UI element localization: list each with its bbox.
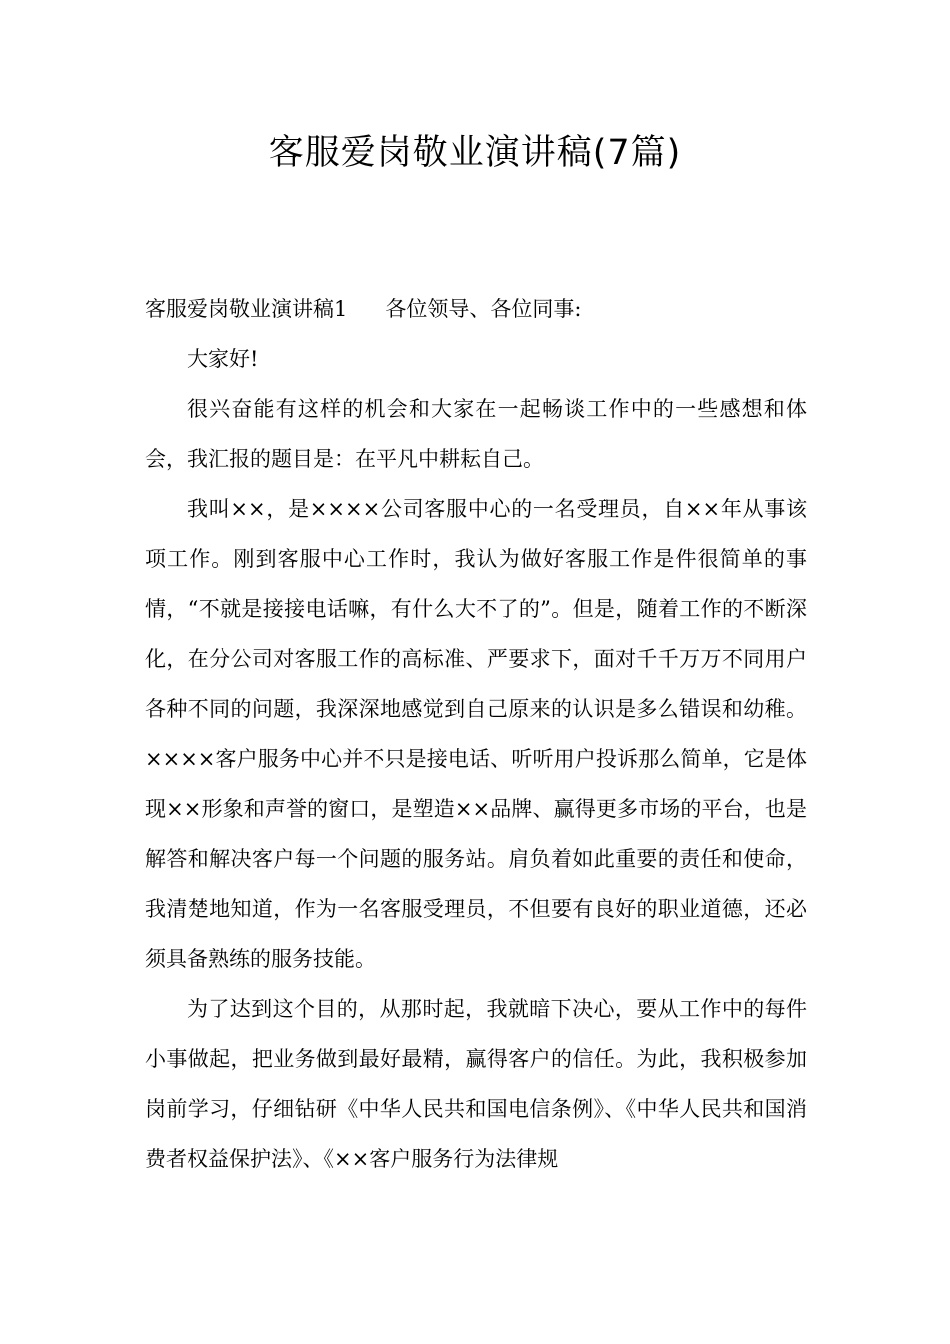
paragraph-intro: 很兴奋能有这样的机会和大家在一起畅谈工作中的一些感想和体会，我汇报的题目是：在平凡中耕耘自己。 (145, 397, 807, 471)
section-heading: 客服爱岗敬业演讲稿1 (145, 297, 348, 321)
paragraph-study: 为了达到这个目的，从那时起，我就暗下决心，要从工作中的每件小事做起，把业务做到最好最精，赢得客户的信任。为此，我积极参加岗前学习，仔细钻研《中华人民共和国电信条例》、《中华人民共和国消费者权益保护法》、《××客户服务行为法律规 (145, 997, 807, 1171)
document-body (145, 284, 807, 1184)
document-title: 客服爱岗敬业演讲稿(7篇) (268, 133, 682, 173)
opening-line (145, 284, 807, 334)
salutation: 各位领导、各位同事: (385, 297, 582, 321)
paragraph-greeting: 大家好! (187, 347, 259, 371)
paragraph-background: 我叫××，是××××公司客服中心的一名受理员，自××年从事该项工作。刚到客服中心工作时，我认为做好客服工作是件很简单的事情，“不就是接接电话嘛，有什么大不了的”。但是，随着工作的不断深化，在分公司对客服工作的高标准、严要求下，面对千千万万不同用户各种不同的问题，我深深地感觉到自己原来的认识是多么错误和幼稚。××××客户服务中心并不只是接电话、听听用户投诉那么简单，它是体现××形象和声誉的窗口，是塑造××品牌、赢得更多市场的平台，也是解答和解决客户每一个问题的服务站。肩负着如此重要的责任和使命，我清楚地知道，作为一名客服受理员，不但要有良好的职业道德，还必须具备熟练的服务技能。 (145, 497, 807, 971)
